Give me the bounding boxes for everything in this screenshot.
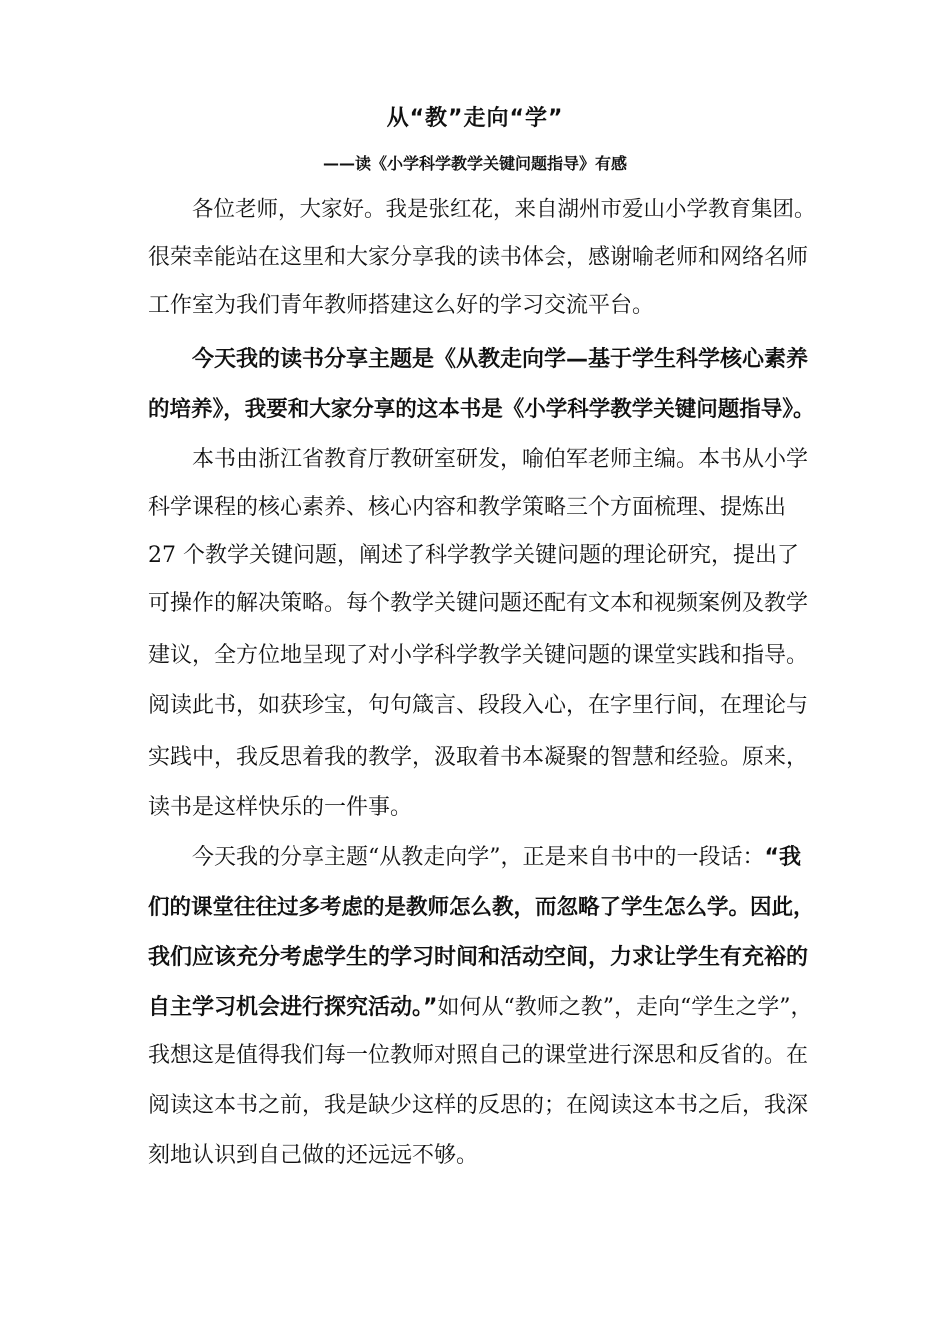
paragraph-4-line: 我想这是值得我们每一位教师对照自己的课堂进行深思和反省的。在: [148, 1043, 809, 1068]
paragraph-3-line: 本书由浙江省教育厅教研室研发，喻伯军老师主编。本书从小学: [192, 447, 809, 472]
paragraph-4-line: 阅读这本书之前，我是缺少这样的反思的；在阅读这本书之后，我深: [148, 1093, 809, 1118]
paragraph-1-line: 很荣幸能站在这里和大家分享我的读书体会，感谢喻老师和网络名师: [148, 245, 809, 270]
paragraph-3-line: 27 个教学关键问题，阐述了科学教学关键问题的理论研究，提出了: [148, 543, 799, 568]
paragraph-3-line: 建议，全方位地呈现了对小学科学教学关键问题的课堂实践和指导。: [148, 643, 809, 668]
paragraph-1-line: 工作室为我们青年教师搭建这么好的学习交流平台。: [148, 293, 655, 318]
paragraph-4-line: [148, 988, 828, 1028]
paragraph-3-line: 阅读此书，如获珍宝，句句箴言、段段入心，在字里行间，在理论与: [148, 693, 809, 718]
document-title: 从“教”走向“学”: [386, 106, 564, 131]
paragraph-4-quote-start: “我: [764, 845, 801, 870]
paragraph-4-plain-text: 如何从“教师之教”，走向“学生之学”，: [437, 995, 813, 1020]
paragraph-4-line: [192, 838, 828, 878]
paragraph-4-quote-line: 我们应该充分考虑学生的学习时间和活动空间，力求让学生有充裕的: [148, 945, 809, 970]
paragraph-3-line: 实践中，我反思着我的教学，汲取着书本凝聚的智慧和经验。原来，: [148, 745, 809, 770]
paragraph-1-line: 各位老师，大家好。我是张红花，来自湖州市爱山小学教育集团。: [192, 197, 816, 222]
paragraph-3-line: 科学课程的核心素养、核心内容和教学策略三个方面梳理、提炼出: [148, 495, 787, 520]
paragraph-4-plain-text: 今天我的分享主题“从教走向学”，正是来自书中的一段话：: [192, 845, 765, 870]
paragraph-3-line: 可操作的解决策略。每个教学关键问题还配有文本和视频案例及教学: [148, 591, 809, 616]
paragraph-2-line: 今天我的读书分享主题是《从教走向学—基于学生科学核心素养: [192, 347, 809, 372]
paragraph-4-quote-end: 自主学习机会进行探究活动。”: [148, 995, 438, 1020]
paragraph-4-quote-line: 们的课堂往往过多考虑的是教师怎么教，而忽略了学生怎么学。因此，: [148, 895, 815, 920]
paragraph-3-line: 读书是这样快乐的一件事。: [148, 795, 413, 820]
paragraph-2-line: 的培养》，我要和大家分享的这本书是《小学科学教学关键问题指导》。: [148, 397, 815, 422]
paragraph-4-line: 刻地认识到自己做的还远远不够。: [148, 1143, 479, 1168]
document-subtitle: ——读《小学科学教学关键问题指导》有感: [322, 154, 627, 173]
